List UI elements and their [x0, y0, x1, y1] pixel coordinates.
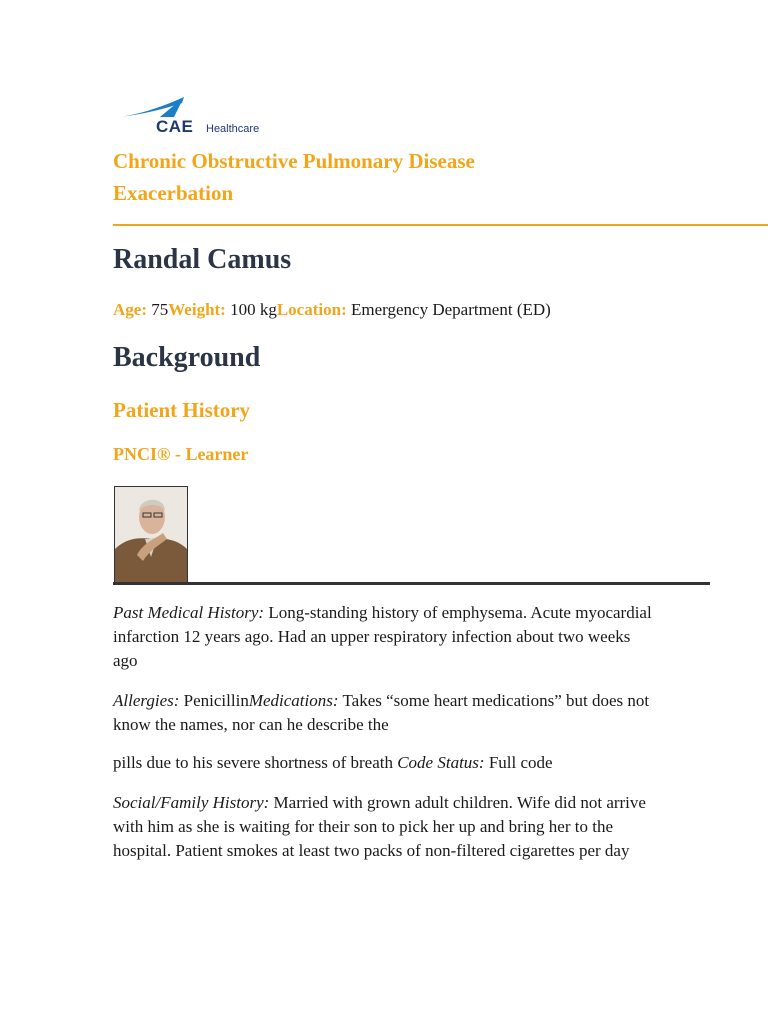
- logo-sub-text: Healthcare: [206, 123, 260, 135]
- background-heading: Background: [113, 342, 261, 373]
- weight-value: 100 kg: [230, 300, 277, 319]
- age-value: 75: [151, 300, 169, 319]
- weight-label: Weight:: [168, 300, 226, 319]
- patient-meta: [113, 300, 551, 320]
- medications-text: Takes “some heart medications” but does not know the names, nor can he describe the: [113, 691, 650, 734]
- medications-continued: [113, 751, 653, 775]
- pmh-text: Long-standing history of emphysema. Acute myocardial infarction 12 years ago. Had an upper respiratory infection about two weeks ago: [113, 603, 652, 670]
- age-label: Age:: [113, 300, 147, 319]
- logo-brand-text: CAE: [156, 117, 194, 136]
- patient-photo: [114, 486, 188, 583]
- social-family-history: [113, 791, 653, 863]
- title-line-1: Chronic Obstructive Pulmonary Disease: [113, 149, 475, 173]
- patient-portrait-image: [115, 487, 187, 582]
- medications-cont: pills due to his severe shortness of breath: [113, 753, 393, 772]
- code-status-label: Code Status:: [397, 753, 485, 772]
- page-title: [113, 145, 673, 209]
- social-text: Married with grown adult children. Wife did not arrive with him as she is waiting for their son to pick her up and bring her to the hospital. Patient smokes at least two packs of non-filtered cigarettes per day: [113, 793, 646, 860]
- section-divider: [113, 582, 710, 585]
- title-divider: [113, 224, 768, 226]
- allergies-label: Allergies:: [113, 691, 180, 710]
- patient-history-heading: Patient History: [113, 398, 251, 422]
- allergies-value: Penicillin: [183, 691, 249, 710]
- location-label: Location:: [276, 300, 347, 319]
- social-label: Social/Family History:: [113, 793, 270, 812]
- title-line-2: Exacerbation: [113, 181, 234, 205]
- past-medical-history: [113, 601, 653, 673]
- cae-healthcare-logo: [114, 95, 274, 139]
- code-status-value: Full code: [488, 753, 553, 772]
- pmh-label: Past Medical History:: [113, 603, 265, 622]
- medications-label: Medications:: [248, 691, 339, 710]
- patient-name: Randal Camus: [113, 244, 292, 275]
- location-value: Emergency Department (ED): [350, 300, 551, 319]
- allergies-medications: [113, 689, 653, 737]
- pnci-heading: PNCI® - Learner: [113, 444, 249, 464]
